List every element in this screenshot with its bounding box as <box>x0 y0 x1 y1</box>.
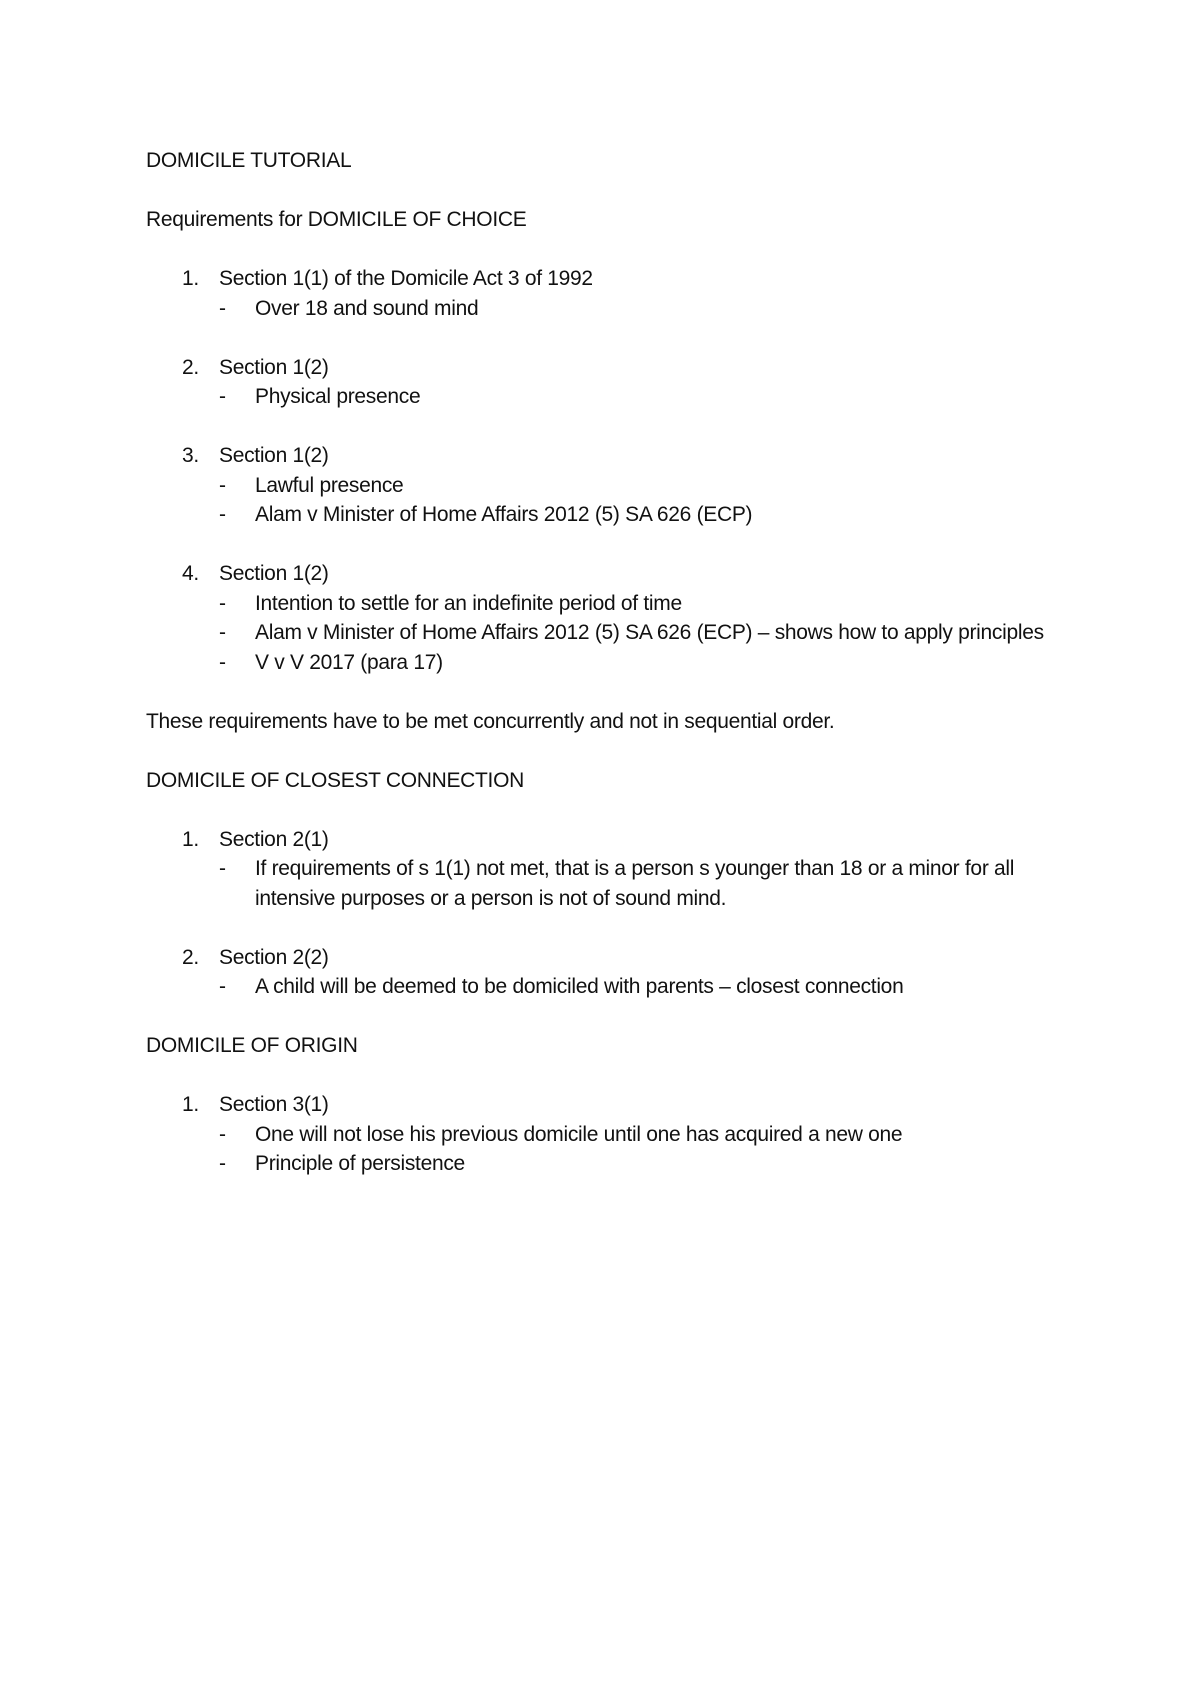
bullet-item <box>219 382 1056 412</box>
item-number: 1. <box>182 1093 199 1116</box>
document-title: DOMICILE TUTORIAL <box>146 149 352 172</box>
bullet-item <box>219 500 1056 530</box>
item-label: Section 1(2) <box>219 355 329 379</box>
bullet-text: Alam v Minister of Home Affairs 2012 (5) SA 626 (ECP) – shows how to apply principles <box>255 621 1044 644</box>
dash-marker: - <box>219 650 226 674</box>
dash-marker: - <box>219 385 226 408</box>
closest-list <box>146 825 1056 1032</box>
closest-heading: DOMICILE OF CLOSEST CONNECTION <box>146 768 524 792</box>
bullet-list <box>219 972 1056 1002</box>
document-content <box>146 146 1056 1208</box>
item-label: Section 2(2) <box>219 945 329 969</box>
closest-item <box>146 943 1056 1002</box>
bullet-text: One will not lose his previous domicile until one has acquired a new one <box>255 1122 903 1146</box>
choice-heading: Requirements for DOMICILE OF CHOICE <box>146 208 527 231</box>
bullet-item <box>219 1149 1056 1179</box>
item-label: Section 1(2) <box>219 444 329 467</box>
bullet-item <box>219 471 1056 501</box>
bullet-list <box>219 294 1056 324</box>
bullet-item <box>219 648 1056 678</box>
dash-marker: - <box>219 591 226 615</box>
origin-item <box>146 1090 1056 1179</box>
item-label: Section 2(1) <box>219 827 329 851</box>
closest-item <box>146 825 1056 914</box>
choice-list <box>146 264 1056 707</box>
bullet-text: A child will be deemed to be domiciled with parents – closest connection <box>255 975 904 998</box>
item-number: 1. <box>182 827 199 851</box>
origin-heading: DOMICILE OF ORIGIN <box>146 1034 358 1057</box>
bullet-list <box>219 589 1056 678</box>
dash-marker: - <box>219 857 226 880</box>
item-number: 4. <box>182 562 199 585</box>
item-number: 2. <box>182 945 199 969</box>
bullet-text: V v V 2017 (para 17) <box>255 650 443 674</box>
bullet-item <box>219 618 1056 648</box>
bullet-text: Intention to settle for an indefinite period of time <box>255 591 682 615</box>
bullet-list <box>219 854 1056 913</box>
dash-marker: - <box>219 473 226 497</box>
item-number: 3. <box>182 444 199 467</box>
choice-item <box>146 264 1056 323</box>
bullet-item <box>219 972 1056 1002</box>
bullet-text: Alam v Minister of Home Affairs 2012 (5) SA 626 (ECP) <box>255 503 753 526</box>
bullet-list <box>219 382 1056 412</box>
item-label: Section 3(1) <box>219 1093 329 1116</box>
dash-marker: - <box>219 975 226 998</box>
bullet-text: Over 18 and sound mind <box>255 296 479 320</box>
bullet-list <box>219 471 1056 530</box>
item-label: Section 1(1) of the Domicile Act 3 of 1992 <box>219 267 593 290</box>
bullet-text: Physical presence <box>255 385 421 408</box>
choice-item <box>146 353 1056 412</box>
bullet-text: Lawful presence <box>255 473 404 497</box>
dash-marker: - <box>219 296 226 320</box>
item-number: 1. <box>182 267 199 290</box>
dash-marker: - <box>219 503 226 526</box>
choice-note: These requirements have to be met concurrently and not in sequential order. <box>146 709 835 733</box>
item-label: Section 1(2) <box>219 562 329 585</box>
origin-list <box>146 1090 1056 1208</box>
bullet-item <box>219 589 1056 619</box>
bullet-text: If requirements of s 1(1) not met, that is a person s younger than 18 or a minor for all intensive purposes or a person is not of sound mind. <box>255 857 1015 910</box>
dash-marker: - <box>219 1122 226 1146</box>
dash-marker: - <box>219 1152 226 1175</box>
choice-item <box>146 559 1056 677</box>
bullet-item <box>219 854 1056 913</box>
bullet-list <box>219 1120 1056 1179</box>
bullet-item <box>219 294 1056 324</box>
bullet-text: Principle of persistence <box>255 1152 465 1175</box>
choice-item <box>146 441 1056 530</box>
dash-marker: - <box>219 621 226 644</box>
bullet-item <box>219 1120 1056 1150</box>
item-number: 2. <box>182 355 199 379</box>
